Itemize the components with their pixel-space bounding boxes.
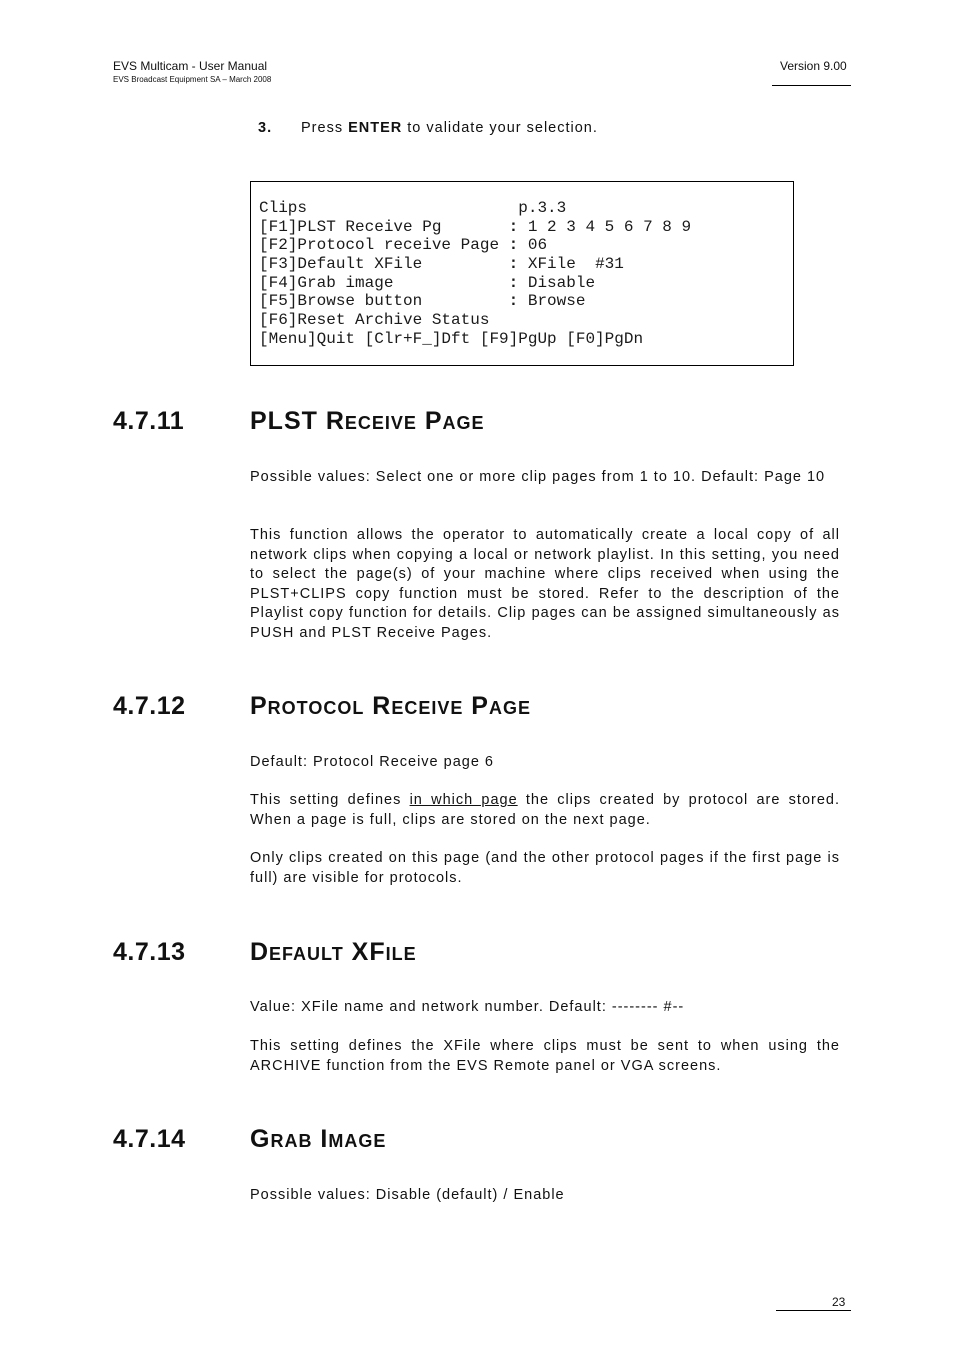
header-company: EVS Broadcast Equipment SA – March 2008 bbox=[113, 75, 272, 84]
paragraph: Default: Protocol Receive page 6 bbox=[250, 754, 494, 770]
section-number: 4.7.14 bbox=[113, 1125, 186, 1153]
paragraph bbox=[250, 791, 840, 830]
screen-row-key: [F2]Protocol receive Page bbox=[259, 236, 509, 255]
paragraph: Only clips created on this page (and the other protocol pages if the first page is full) are visible for protocols. bbox=[250, 850, 840, 886]
paragraph: This setting defines the XFile where clips must be sent to when using the ARCHIVE function from the EVS Remote panel or VGA screens. bbox=[250, 1038, 840, 1074]
section-title: Default XFile bbox=[250, 938, 417, 966]
paragraph: Possible values: Select one or more clip pages from 1 to 10. Default: Page 10 bbox=[250, 469, 826, 485]
step-number: 3. bbox=[258, 120, 273, 136]
screen-row-value: Browse bbox=[518, 292, 586, 311]
screen-row-key: [F3]Default XFile bbox=[259, 255, 509, 274]
screen-row-f1 bbox=[259, 218, 793, 237]
section-title: Grab Image bbox=[250, 1125, 387, 1153]
step-keyword: ENTER bbox=[348, 120, 403, 136]
section-number: 4.7.12 bbox=[113, 692, 186, 720]
screen-row-f6: [F6]Reset Archive Status bbox=[259, 311, 490, 330]
screen-row-separator: : bbox=[508, 273, 519, 292]
screen-page-indicator: p.3.3 bbox=[518, 199, 567, 217]
step-text-after: to validate your selection. bbox=[402, 120, 598, 136]
screen-row-separator: : bbox=[508, 292, 519, 311]
screen-shortcut-line: [Menu]Quit [Clr+F_]Dft [F9]PgUp [F0]PgDn bbox=[259, 329, 644, 348]
header-version: Version 9.00 bbox=[780, 59, 847, 73]
section-title: Protocol Receive Page bbox=[250, 692, 531, 720]
screen-row-f3 bbox=[259, 255, 793, 274]
step-instruction bbox=[258, 120, 598, 136]
screen-row-f2 bbox=[259, 236, 793, 255]
screen-menu-label: Clips bbox=[259, 199, 308, 217]
section-number: 4.7.11 bbox=[113, 407, 185, 435]
screen-row-f5 bbox=[259, 292, 793, 311]
page-number: 23 bbox=[832, 1295, 846, 1309]
screen-row-key: [F1]PLST Receive Pg bbox=[259, 217, 509, 236]
section-number: 4.7.13 bbox=[113, 938, 186, 966]
screen-row-separator: : bbox=[508, 236, 519, 255]
paragraph-text: the clips created by protocol are stored. When a page is full, clips are stored on the next page. bbox=[250, 792, 840, 828]
header-divider bbox=[772, 85, 851, 86]
screen-row-separator: : bbox=[508, 217, 519, 236]
screen-row-value: Disable bbox=[518, 273, 596, 292]
header-title: EVS Multicam - User Manual bbox=[113, 59, 268, 73]
screen-row-value: 06 bbox=[518, 236, 548, 255]
footer-divider bbox=[776, 1310, 851, 1311]
section-title: PLST Receive Page bbox=[250, 407, 485, 435]
paragraph-text: This setting defines bbox=[250, 792, 410, 808]
screen-row-key: [F5]Browse button bbox=[259, 292, 509, 311]
step-text-before: Press bbox=[301, 120, 349, 136]
paragraph: Possible values: Disable (default) / Enable bbox=[250, 1187, 565, 1203]
screen-row-key: [F4]Grab image bbox=[259, 273, 509, 292]
screen-row-value: XFile #31 bbox=[518, 255, 624, 274]
screen-header-line bbox=[259, 199, 793, 218]
screen-row-separator: : bbox=[508, 255, 519, 274]
screen-row-f4 bbox=[259, 274, 793, 293]
paragraph: Value: XFile name and network number. Default: -------- #-- bbox=[250, 999, 685, 1015]
screen-row-value: 1 2 3 4 5 6 7 8 9 bbox=[518, 217, 692, 236]
underlined-phrase: in which page bbox=[409, 792, 518, 808]
paragraph: This function allows the operator to automatically create a local copy of all network clips when copying a local or network playlist. In this setting, you need to select the page(s) of your machine where clips received when using the PLST+CLIPS copy function must be stored. Refer to the description of the Playlist copy function for details. Clip pages can be assigned simultaneously as PUSH and PLST Receive Pages. bbox=[250, 527, 840, 641]
clips-menu-screen bbox=[250, 181, 794, 366]
